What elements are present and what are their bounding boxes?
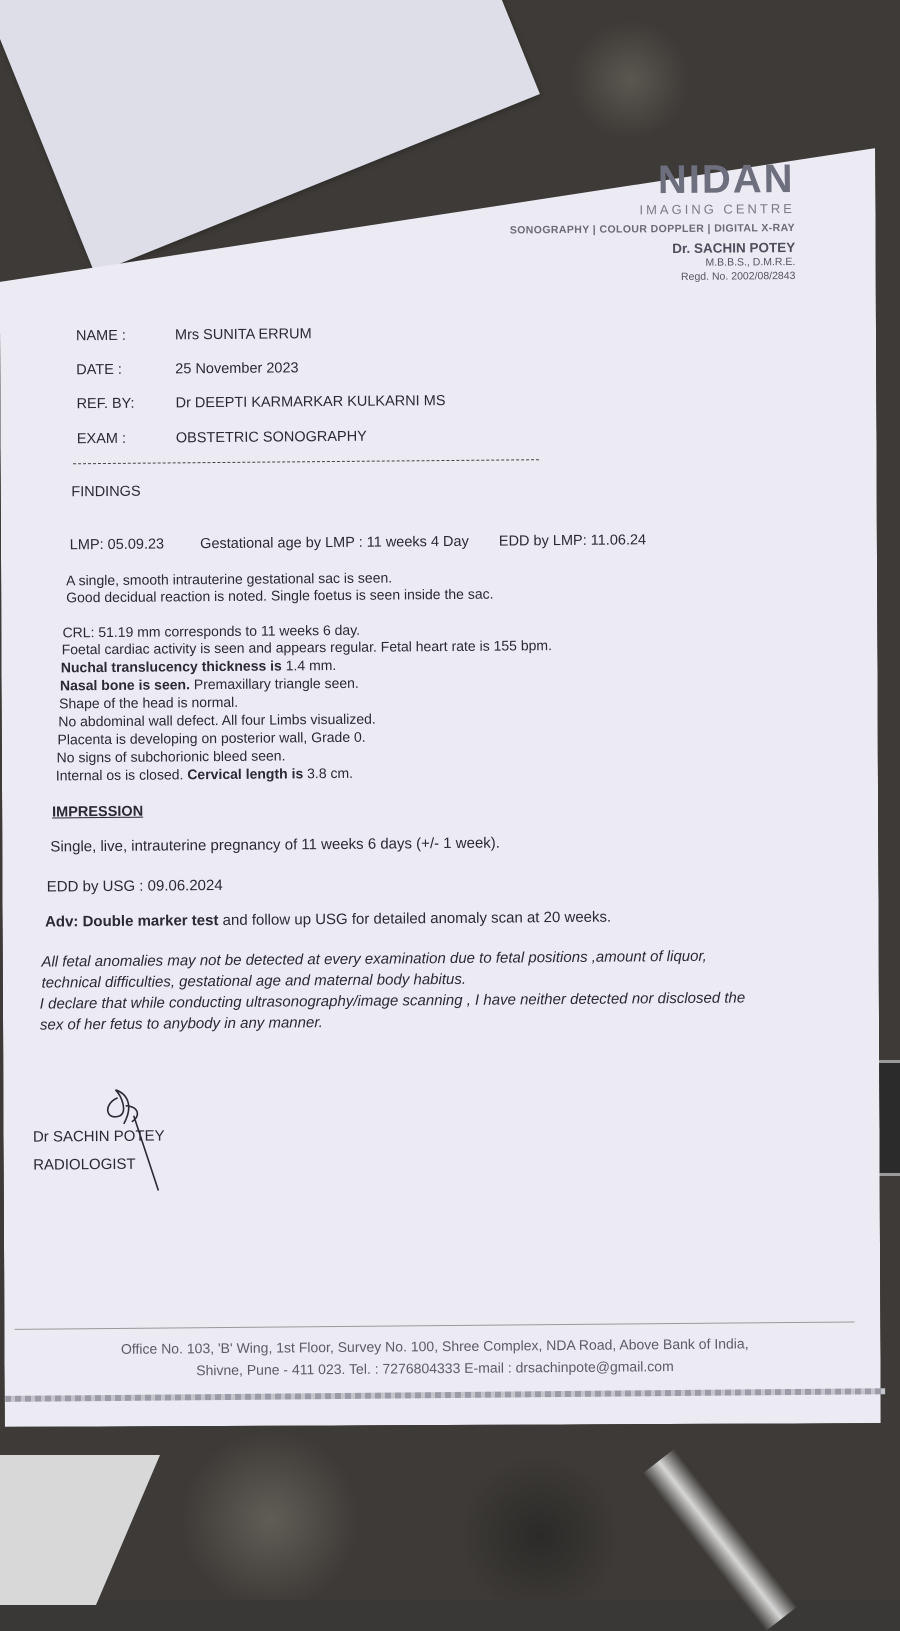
cervical-length-value: 3.8 cm. bbox=[307, 764, 354, 782]
advice bbox=[45, 909, 611, 932]
edd-usg: EDD by USG : 09.06.2024 bbox=[46, 876, 223, 896]
advice-followup: and follow up USG for detailed anomaly scan at 20 weeks. bbox=[218, 908, 612, 930]
footer-divider bbox=[15, 1321, 855, 1329]
cervical-length-label: Cervical length is bbox=[187, 765, 304, 783]
clinic-logo-subtitle: IMAGING CENTRE bbox=[639, 200, 795, 218]
clinic-footer bbox=[45, 1332, 825, 1383]
cardiac-finding: Foetal cardiac activity is seen and appears regular. Fetal heart rate is 155 bpm. bbox=[61, 637, 552, 658]
nt-label: Nuchal translucency thickness is bbox=[60, 657, 282, 676]
exam-row bbox=[77, 429, 367, 448]
crl-finding: CRL: 51.19 mm corresponds to 11 weeks 6 day. bbox=[62, 621, 361, 641]
signature-block bbox=[33, 1123, 165, 1180]
report-date-label: DATE : bbox=[76, 361, 122, 379]
header-doctor-name: Dr. SACHIN POTEY bbox=[672, 239, 796, 257]
patient-name-label: NAME : bbox=[75, 327, 126, 345]
footer-bar bbox=[5, 1388, 885, 1402]
edd-lmp: EDD by LMP: 11.06.24 bbox=[498, 532, 647, 550]
disclaimer-sex-determination: I declare that while conducting ultrasonography/image scanning , I have neither detected nor disclosed the sex of her fetus to anybody in any manner. bbox=[39, 989, 746, 1034]
gestational-age-lmp: Gestational age by LMP : 11 weeks 4 Day bbox=[200, 533, 469, 553]
exam-label: EXAM : bbox=[76, 430, 127, 448]
impression-text: Single, live, intrauterine pregnancy of 11 weeks 6 days (+/- 1 week). bbox=[50, 834, 500, 856]
abdomen-finding: No abdominal wall defect. All four Limbs visualized. bbox=[58, 710, 376, 730]
sac-finding-1: A single, smooth intrauterine gestational sac is seen. bbox=[65, 569, 393, 589]
clinic-header bbox=[504, 156, 796, 285]
patient-name: Mrs SUNITA ERRUM bbox=[174, 326, 312, 344]
referred-by: Dr DEEPTI KARMARKAR KULKARNI MS bbox=[175, 393, 446, 412]
clinic-services: SONOGRAPHY | COLOUR DOPPLER | DIGITAL X-RAY bbox=[509, 221, 796, 237]
disclaimer-anomalies: All fetal anomalies may not be detected at every examination due to fetal positions ,amount of liquor, technical difficulties, gestational age and maternal body habitus. bbox=[41, 947, 707, 992]
nasal-bone: Nasal bone is seen. bbox=[59, 676, 191, 694]
sac-finding-2: Good decidual reaction is noted. Single foetus is seen inside the sac. bbox=[66, 585, 494, 606]
placenta-finding: Placenta is developing on posterior wall, Grade 0. bbox=[57, 728, 366, 748]
nt-finding bbox=[61, 656, 337, 676]
os-finding bbox=[56, 764, 353, 785]
patient-name-row bbox=[76, 326, 312, 344]
nt-value: 1.4 mm. bbox=[285, 656, 337, 674]
footer-address: Office No. 103, 'B' Wing, 1st Floor, Survey No. 100, Shree Complex, NDA Road, Above Bank of India, bbox=[120, 1335, 749, 1357]
referred-by-row bbox=[76, 393, 445, 412]
footer-contact: Shivne, Pune - 411 023. Tel. : 7276804333 E-mail : drsachinpote@gmail.com bbox=[196, 1358, 674, 1379]
header-qualifications: M.B.B.S., D.M.R.E. bbox=[705, 255, 796, 269]
lmp-row bbox=[70, 531, 646, 554]
impression-heading: IMPRESSION bbox=[52, 803, 144, 821]
nasal-finding bbox=[60, 674, 359, 695]
header-registration: Regd. No. 2002/08/2843 bbox=[680, 269, 796, 283]
premaxillary: Premaxillary triangle seen. bbox=[193, 674, 359, 693]
header-divider bbox=[73, 459, 539, 464]
report-date: 25 November 2023 bbox=[175, 360, 299, 378]
signatory-name: Dr SACHIN POTEY bbox=[32, 1127, 165, 1146]
advice-test: Adv: Double marker test bbox=[44, 912, 219, 931]
lmp-date: LMP: 05.09.23 bbox=[69, 536, 165, 554]
signatory-title: RADIOLOGIST bbox=[33, 1155, 136, 1174]
clinic-logo-name: NIDAN bbox=[657, 156, 795, 203]
findings-heading: FINDINGS bbox=[71, 483, 141, 501]
referred-by-label: REF. BY: bbox=[76, 395, 135, 413]
os-status: Internal os is closed. bbox=[55, 766, 184, 784]
report-date-row bbox=[76, 360, 298, 378]
head-finding: Shape of the head is normal. bbox=[59, 693, 239, 712]
bleed-finding: No signs of subchorionic bleed seen. bbox=[56, 747, 286, 766]
exam-type: OBSTETRIC SONOGRAPHY bbox=[175, 428, 367, 447]
